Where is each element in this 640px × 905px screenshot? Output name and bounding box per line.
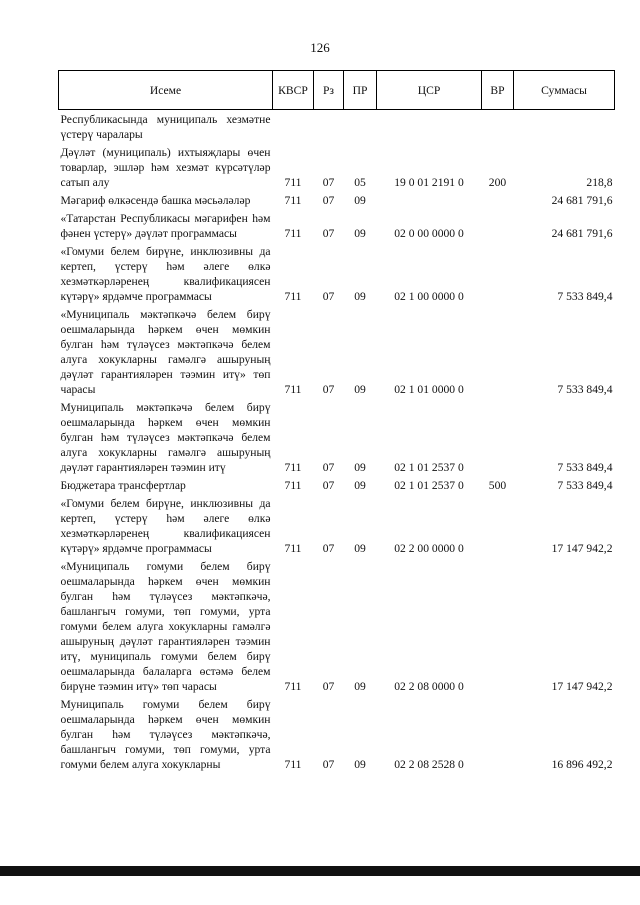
cell-rz: 07 — [322, 194, 335, 207]
cell-vr — [482, 398, 514, 476]
table-row — [59, 398, 615, 476]
table-row — [59, 110, 615, 144]
cell-amount: 16 896 492,2 — [551, 758, 613, 771]
cell-name: Муниципаль гомуми белем бирү оешмаларында һәркем өчен мөмкин булган һәм түләүсез мәктәпкәчә, башлангыч гомуми, төп гомуми, урта гомуми белем алуга хокукларны — [60, 698, 271, 771]
column-header-kvsr: КВСР — [273, 71, 314, 110]
cell-csr — [377, 191, 482, 209]
cell-vr — [482, 242, 514, 305]
cell-rz: 07 — [322, 461, 335, 474]
budget-table — [58, 70, 615, 773]
cell-name: «Гомуми белем бирүне, инклюзивны да кертеп, үстерү һәм әлеге өлкә хезмәткәрләренең квалификациясен күтәрү» ярдәмче программасы — [60, 245, 271, 303]
cell-vr — [482, 305, 514, 398]
cell-csr: 02 0 00 0000 0 — [394, 227, 464, 240]
cell-vr — [482, 695, 514, 773]
column-header-name: Исеме — [59, 71, 273, 110]
table-header-row — [59, 71, 615, 110]
cell-vr — [482, 191, 514, 209]
table-row — [59, 191, 615, 209]
cell-amount: 17 147 942,2 — [551, 542, 613, 555]
cell-name: «Муниципаль мәктәпкәчә белем бирү оешмаларында һәркем өчен мөмкин булган һәм түләүсез мәктәпкәчә белем алуга хокукларны гамәлгә ашыруның дәүләт гарантияләрен тәэмин итү» төп чарасы — [60, 308, 271, 396]
cell-pr: 05 — [354, 176, 366, 189]
cell-rz: 07 — [322, 680, 335, 693]
cell-vr — [482, 557, 514, 695]
cell-name: Дәүләт (муниципаль) ихтыяҗлары өчен товарлар, эшләр һәм хезмәт күрсәтүләр сатып алу — [60, 146, 271, 189]
cell-rz: 07 — [322, 290, 335, 303]
cell-pr: 09 — [354, 461, 366, 474]
table-row — [59, 476, 615, 494]
cell-csr — [377, 110, 482, 144]
cell-vr — [482, 110, 514, 144]
cell-csr: 02 1 01 2537 0 — [394, 461, 464, 474]
cell-name: «Муниципаль гомуми белем бирү оешмаларында һәркем өчен мөмкин булган һәм түләүсез мәктәпкәчә, башлангыч гомуми, төп гомуми, урта гомуми белем алуга хокукларны гамәлгә ашыруның дәүләт гарантияләрен тәэмин итү, муниципаль гомуми белем бирү оешмаларында балаларга өстәмә белем бирүне тәэмин итү» төп чарасы — [60, 560, 271, 693]
cell-pr: 09 — [354, 290, 366, 303]
cell-name: «Татарстан Республикасы мәгарифен һәм фәнен үстерү» дәүләт программасы — [60, 212, 271, 240]
cell-csr: 02 1 01 0000 0 — [394, 383, 464, 396]
column-header-pr: ПР — [344, 71, 377, 110]
page-number: 126 — [310, 40, 330, 55]
cell-rz: 07 — [322, 227, 335, 240]
cell-amount: 218,8 — [586, 176, 613, 189]
cell-pr: 09 — [354, 542, 366, 555]
cell-vr: 200 — [488, 176, 507, 189]
cell-rz: 07 — [322, 383, 335, 396]
cell-kvsr: 711 — [284, 194, 302, 207]
cell-amount: 7 533 849,4 — [557, 461, 613, 474]
cell-pr: 09 — [354, 227, 366, 240]
cell-kvsr: 711 — [284, 461, 302, 474]
cell-amount — [514, 110, 615, 144]
cell-csr: 02 2 08 0000 0 — [394, 680, 464, 693]
table-row — [59, 209, 615, 242]
scan-bottom-border — [0, 866, 640, 876]
cell-csr: 02 1 00 0000 0 — [394, 290, 464, 303]
cell-pr: 09 — [354, 758, 366, 771]
cell-vr — [482, 209, 514, 242]
cell-kvsr: 711 — [284, 290, 302, 303]
table-row — [59, 695, 615, 773]
column-header-csr: ЦСР — [377, 71, 482, 110]
cell-csr: 02 1 01 2537 0 — [394, 479, 464, 492]
cell-kvsr: 711 — [284, 383, 302, 396]
cell-name: Мәгариф өлкәсендә башка мәсьәләләр — [60, 194, 251, 207]
cell-rz — [314, 110, 344, 144]
cell-vr — [482, 494, 514, 557]
cell-kvsr: 711 — [284, 542, 302, 555]
cell-amount: 24 681 791,6 — [551, 194, 613, 207]
table-row — [59, 305, 615, 398]
cell-rz: 07 — [322, 758, 335, 771]
cell-pr: 09 — [354, 194, 366, 207]
cell-csr: 02 2 08 2528 0 — [394, 758, 464, 771]
cell-pr — [344, 110, 377, 144]
cell-amount: 7 533 849,4 — [557, 479, 613, 492]
cell-kvsr: 711 — [284, 479, 302, 492]
cell-kvsr: 711 — [284, 227, 302, 240]
cell-name: Муниципаль мәктәпкәчә белем бирү оешмаларында һәркем өчен мөмкин булган һәм түләүсез мәктәпкәчә белем алуга хокукларны гамәлгә ашыруның дәүләт гарантияләрен тәэмин итү — [60, 401, 271, 474]
cell-amount: 7 533 849,4 — [557, 290, 613, 303]
table-body — [59, 110, 615, 774]
cell-amount: 17 147 942,2 — [551, 680, 613, 693]
column-header-amount: Суммасы — [514, 71, 615, 110]
table-row — [59, 557, 615, 695]
column-header-rz: Рз — [314, 71, 344, 110]
cell-kvsr: 711 — [284, 176, 302, 189]
cell-pr: 09 — [354, 680, 366, 693]
cell-csr: 19 0 01 2191 0 — [394, 176, 464, 189]
cell-pr: 09 — [354, 479, 366, 492]
cell-name: «Гомуми белем бирүне, инклюзивны да кертеп, үстерү һәм әлеге өлкә хезмәткәрләренең квалификациясен күтәрү» ярдәмче программасы — [60, 497, 271, 555]
column-header-vr: ВР — [482, 71, 514, 110]
cell-rz: 07 — [322, 542, 335, 555]
table-row — [59, 242, 615, 305]
cell-rz: 07 — [322, 479, 335, 492]
cell-amount: 7 533 849,4 — [557, 383, 613, 396]
cell-kvsr: 711 — [284, 680, 302, 693]
cell-kvsr: 711 — [284, 758, 302, 771]
cell-vr: 500 — [488, 479, 507, 492]
cell-rz: 07 — [322, 176, 335, 189]
cell-name: Бюджетара трансфертлар — [60, 479, 186, 492]
cell-kvsr — [273, 110, 314, 144]
table-row — [59, 494, 615, 557]
cell-name: Республикасында муниципаль хезмәтне үстерү чаралары — [60, 113, 271, 141]
table-row — [59, 143, 615, 191]
cell-pr: 09 — [354, 383, 366, 396]
cell-csr: 02 2 00 0000 0 — [394, 542, 464, 555]
cell-amount: 24 681 791,6 — [551, 227, 613, 240]
